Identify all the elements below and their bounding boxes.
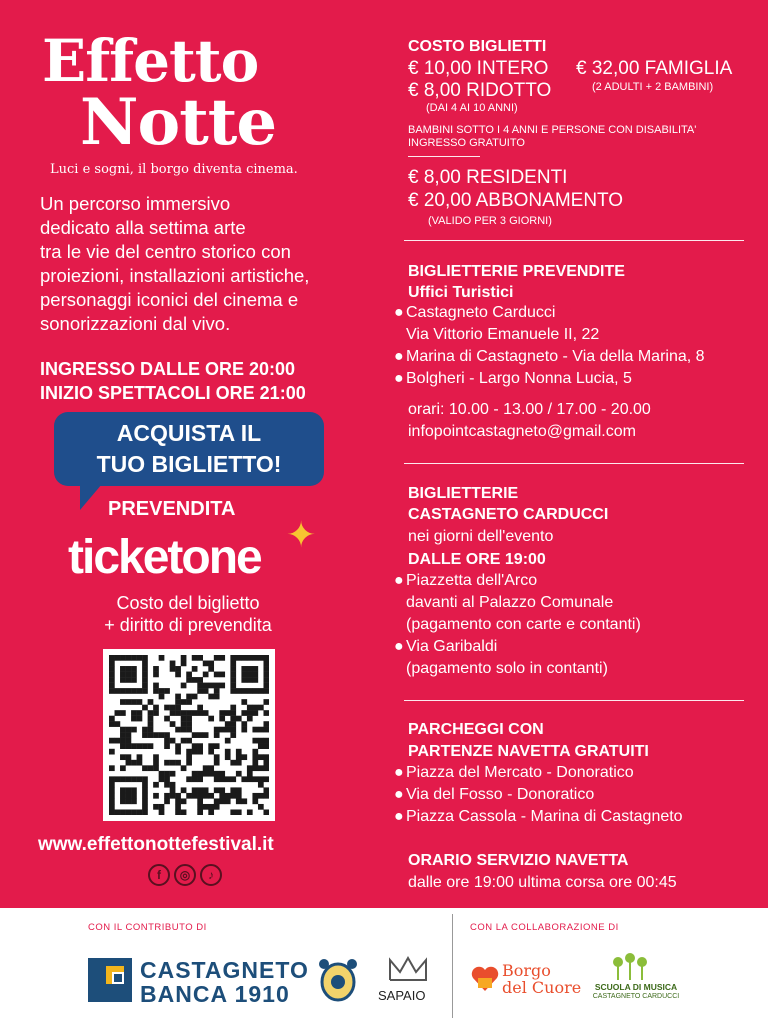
list-item bbox=[394, 762, 754, 784]
list-item bbox=[394, 302, 754, 324]
prevendite-item3: Bolgheri - Largo Nonna Lucia, 5 bbox=[406, 370, 632, 387]
parcheggi-heading2: PARTENZE NAVETTA GRATUITI bbox=[408, 743, 649, 760]
borgo-logo bbox=[502, 962, 581, 996]
list-item bbox=[394, 614, 754, 636]
facebook-icon[interactable]: f bbox=[148, 864, 170, 886]
biglietterie-heading1: BIGLIETTERIE bbox=[408, 485, 519, 502]
parcheggi-heading1: PARCHEGGI CON bbox=[408, 721, 544, 738]
biglietterie-time: DALLE ORE 19:00 bbox=[408, 551, 546, 568]
heart-icon bbox=[470, 964, 500, 999]
qr-code[interactable] bbox=[103, 649, 275, 821]
list-item bbox=[394, 806, 754, 828]
prevendite-subheading: Uffici Turistici bbox=[408, 284, 514, 301]
star-icon: ✦ bbox=[286, 514, 317, 555]
prevendite-item1: Castagneto Carducci bbox=[406, 304, 556, 321]
list-item bbox=[394, 636, 754, 658]
intro-line: personaggi iconici del cinema e bbox=[40, 289, 299, 310]
divider bbox=[404, 463, 744, 464]
intro-line: tra le vie del centro storico con bbox=[40, 241, 291, 262]
tickets-heading: COSTO BIGLIETTI bbox=[408, 38, 547, 55]
ticketone-logo[interactable]: ticketone bbox=[68, 531, 261, 584]
list-item bbox=[394, 570, 754, 592]
prevendite-list bbox=[394, 302, 754, 390]
biglietterie-item2: Via Garibaldi bbox=[406, 638, 498, 655]
bank-line2: BANCA 1910 bbox=[140, 981, 290, 1007]
intro-line: Un percorso immersivo bbox=[40, 193, 231, 214]
bullet-icon: ● bbox=[394, 370, 404, 387]
bullet-icon: ● bbox=[394, 808, 404, 825]
intro-line: dedicato alla settima arte bbox=[40, 217, 246, 238]
bullet-icon: ● bbox=[394, 348, 404, 365]
social-icons bbox=[148, 864, 222, 886]
biglietterie-item1-line2: davanti al Palazzo Comunale bbox=[406, 594, 614, 611]
list-item bbox=[394, 592, 754, 614]
prevendite-item2: Marina di Castagneto - Via della Marina, 8 bbox=[406, 348, 705, 365]
bank-name bbox=[140, 958, 309, 1006]
biglietterie-list bbox=[394, 570, 754, 680]
presale-note-line1: Costo del biglietto bbox=[116, 593, 260, 613]
logo-tagline: Luci e sogni, il borgo diventa cinema. bbox=[50, 162, 298, 177]
schedule bbox=[40, 357, 306, 405]
parcheggi-item: Piazza Cassola - Marina di Castagneto bbox=[406, 808, 683, 825]
ridotto-note: (DAI 4 AI 10 ANNI) bbox=[426, 102, 518, 114]
bullet-icon: ● bbox=[394, 764, 404, 781]
logo-notte: Notte bbox=[80, 85, 277, 160]
price-famiglia: € 32,00 FAMIGLIA bbox=[576, 58, 733, 79]
biglietterie-days: nei giorni dell'evento bbox=[408, 528, 554, 545]
list-item bbox=[394, 368, 754, 390]
parcheggi-item: Via del Fosso - Donoratico bbox=[406, 786, 595, 803]
schedule-shows: INIZIO SPETTACOLI ORE 21:00 bbox=[40, 383, 306, 403]
biglietterie-heading2: CASTAGNETO CARDUCCI bbox=[408, 506, 609, 523]
bullet-icon: ● bbox=[394, 572, 404, 589]
price-abbonamento: € 20,00 ABBONAMENTO bbox=[408, 190, 624, 211]
bullet-icon: ● bbox=[394, 786, 404, 803]
footer bbox=[0, 908, 768, 1025]
schedule-entry: INGRESSO DALLE ORE 20:00 bbox=[40, 359, 296, 379]
intro-line: sonorizzazioni dal vivo. bbox=[40, 313, 231, 334]
biglietterie-item1-line3: (pagamento con carte e contanti) bbox=[406, 616, 641, 633]
contrib-label: CON IL CONTRIBUTO DI bbox=[88, 922, 207, 933]
presale-note-line2: + diritto di prevendita bbox=[104, 615, 272, 635]
biglietterie-item1: Piazzetta dell'Arco bbox=[406, 572, 538, 589]
instagram-icon[interactable]: ◎ bbox=[174, 864, 196, 886]
intro-text bbox=[40, 192, 380, 336]
parcheggi-item: Piazza del Mercato - Donoratico bbox=[406, 764, 634, 781]
logo-effetto: Effetto bbox=[42, 27, 259, 95]
presale-label: PREVENDITA bbox=[108, 498, 236, 520]
buy-ticket-bubble[interactable] bbox=[54, 412, 324, 486]
navetta-heading: ORARIO SERVIZIO NAVETTA bbox=[408, 852, 629, 869]
list-item bbox=[394, 658, 754, 680]
biglietterie-item2-line2: (pagamento solo in contanti) bbox=[406, 660, 608, 677]
music-school-icon bbox=[610, 952, 650, 985]
borgo-line1: Borgo bbox=[502, 961, 551, 980]
tiktok-icon[interactable]: ♪ bbox=[200, 864, 222, 886]
presale-note bbox=[60, 592, 316, 636]
navetta-text: dalle ore 19:00 ultima corsa ore 00:45 bbox=[408, 874, 677, 891]
bank-line1: CASTAGNETO bbox=[140, 957, 309, 983]
prevendite-item1-address: Via Vittorio Emanuele II, 22 bbox=[406, 326, 600, 343]
bank-logo-icon bbox=[88, 958, 132, 1002]
divider bbox=[404, 700, 744, 701]
prevendite-heading: BIGLIETTERIE PREVENDITE bbox=[408, 263, 625, 280]
price-intero: € 10,00 INTERO bbox=[408, 58, 549, 79]
footer-separator bbox=[452, 914, 453, 1018]
list-item bbox=[394, 324, 754, 346]
crown-icon bbox=[386, 956, 430, 987]
borgo-line2: del Cuore bbox=[502, 978, 582, 997]
prevendite-hours: orari: 10.00 - 13.00 / 17.00 - 20.00 bbox=[408, 401, 651, 418]
music-school-logo bbox=[590, 982, 682, 1002]
divider bbox=[404, 240, 744, 241]
scuola-line1: SCUOLA DI MUSICA bbox=[594, 982, 678, 992]
bullet-icon: ● bbox=[394, 638, 404, 655]
cta-line2: TUO BIGLIETTO! bbox=[96, 451, 282, 477]
short-divider bbox=[408, 156, 480, 157]
free-note bbox=[408, 124, 696, 150]
list-item bbox=[394, 784, 754, 806]
free-note-line2: INGRESSO GRATUITO bbox=[408, 137, 525, 149]
famiglia-note: (2 ADULTI + 2 BAMBINI) bbox=[592, 81, 714, 93]
list-item bbox=[394, 346, 754, 368]
free-note-line1: BAMBINI SOTTO I 4 ANNI E PERSONE CON DISABILITA' bbox=[408, 124, 697, 136]
intro-line: proiezioni, installazioni artistiche, bbox=[40, 265, 310, 286]
scuola-line2: CASTAGNETO CARDUCCI bbox=[592, 993, 680, 1000]
prevendite-email[interactable]: infopointcastagneto@gmail.com bbox=[408, 423, 636, 440]
coat-of-arms-icon bbox=[316, 956, 360, 1004]
sapaio-logo: SAPAIO bbox=[378, 988, 426, 1003]
bubble-tail bbox=[80, 484, 102, 510]
bullet-icon: ● bbox=[394, 304, 404, 321]
price-residenti: € 8,00 RESIDENTI bbox=[408, 167, 568, 188]
collab-label: CON LA COLLABORAZIONE DI bbox=[470, 922, 619, 933]
abbonamento-note: (VALIDO PER 3 GIORNI) bbox=[428, 215, 552, 227]
price-ridotto: € 8,00 RIDOTTO bbox=[408, 80, 552, 101]
website-link[interactable]: www.effettonottefestival.it bbox=[38, 834, 274, 855]
parcheggi-list bbox=[394, 762, 754, 828]
cta-line1: ACQUISTA IL bbox=[116, 420, 262, 446]
